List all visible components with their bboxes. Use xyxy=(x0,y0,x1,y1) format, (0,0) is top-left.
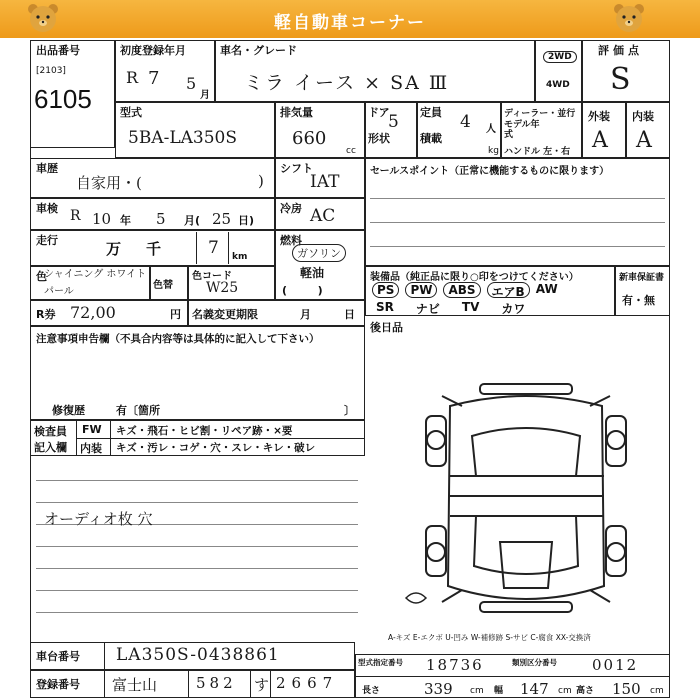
fuel-label: 燃料 xyxy=(280,234,302,247)
rear-items-label: 後日品 xyxy=(370,321,403,334)
mileage-label: 走行 xyxy=(36,234,58,247)
equip-pw: PW xyxy=(405,282,437,298)
page-title: 軽自動車コーナー xyxy=(274,13,426,33)
width-unit: cm xyxy=(558,686,572,696)
recycle-value: 72,00 xyxy=(70,303,116,322)
ac-label: 冷房 xyxy=(280,202,302,215)
divider xyxy=(188,670,189,698)
registration-class: 582 xyxy=(196,674,237,692)
width-label: 幅 xyxy=(494,686,504,696)
history-box xyxy=(30,158,275,198)
length-label: 長さ xyxy=(362,686,381,696)
ruled-line xyxy=(36,546,358,547)
fw-items: キズ・飛石・ヒビ割・リペア跡・×要 xyxy=(116,425,293,437)
notes-label: 注意事項申告欄（不具合内容等は具体的に記入して下さい） xyxy=(36,333,320,345)
color-label: 色 xyxy=(36,270,47,283)
sales-line xyxy=(370,246,665,247)
sales-point-label: セールスポイント（正常に機能するものに限ります） xyxy=(370,166,610,177)
divider xyxy=(355,676,670,677)
transfer-label: 名義変更期限 xyxy=(192,308,258,321)
color-change-label: 色替 xyxy=(153,280,173,291)
rating-value: S xyxy=(610,62,631,97)
int-value: A xyxy=(636,128,652,153)
bear-mascot-icon xyxy=(612,2,646,36)
capacity-value: 4 xyxy=(460,112,471,132)
equip-sr: SR xyxy=(376,300,394,314)
height-label: 高さ xyxy=(576,686,595,696)
category-label: 類別区分番号 xyxy=(512,658,557,667)
equip-leather: カワ xyxy=(501,302,526,316)
inspection-label: 車検 xyxy=(36,202,58,215)
repair-value: 有〔箇所 xyxy=(116,404,160,417)
year-unit: 年 xyxy=(120,214,131,227)
history-close: ) xyxy=(258,172,264,190)
load-unit: kg xyxy=(488,146,499,156)
model-value: ミラ イース × SA Ⅲ xyxy=(244,72,450,94)
inspection-year: 10 xyxy=(92,210,112,228)
shift-label: シフト xyxy=(280,162,313,175)
equip-navi: ナビ xyxy=(415,302,440,316)
km-unit: km xyxy=(232,252,248,262)
ruled-line xyxy=(36,502,358,503)
displacement-value: 660 xyxy=(292,128,327,149)
inspector-label-2: 記入欄 xyxy=(34,441,67,454)
damage-legend: A-キズ E-エクボ U-凹み W-補修跡 S-サビ C-腐食 XX-交換済 xyxy=(388,633,591,642)
handwritten-note: オーディオ枚 穴 xyxy=(44,510,153,528)
inspection-day: 25 xyxy=(212,210,232,228)
color-code-value: W25 xyxy=(206,280,239,296)
equip-airbag: エアB xyxy=(487,282,530,298)
fuel-gasoline: ガソリン xyxy=(292,244,346,262)
shift-value: IAT xyxy=(310,172,340,192)
model-designation-value: 18736 xyxy=(426,656,484,674)
type-value: 5BA-LA350S xyxy=(128,128,237,148)
fw-label: FW xyxy=(82,423,102,436)
inspection-era: R xyxy=(70,208,81,224)
form-label: 形状 xyxy=(368,132,390,145)
interior-items: キズ・汚レ・コゲ・穴・スレ・キレ・破レ xyxy=(116,442,316,454)
chassis-label: 車台番号 xyxy=(36,650,80,663)
repair-label: 修復歴 xyxy=(52,404,85,417)
fuel-diesel: 軽油 xyxy=(300,266,325,280)
color-value: シャイニング ホワイトパール xyxy=(44,269,147,297)
equipment-row-1 xyxy=(372,282,612,298)
capacity-unit: 人 xyxy=(486,124,496,135)
inspection-month: 5 xyxy=(156,210,166,228)
load-label: 積載 xyxy=(420,132,442,145)
transfer-month: 月 xyxy=(300,308,311,321)
length-unit: cm xyxy=(470,686,484,696)
history-value: 自家用・( xyxy=(76,174,142,192)
divider xyxy=(250,670,251,698)
man-unit: 万 xyxy=(106,240,122,258)
day-paren: 日) xyxy=(238,214,255,227)
lot-sub: [2103] xyxy=(36,66,66,76)
equip-tv: TV xyxy=(461,300,480,314)
divider xyxy=(270,670,271,698)
divider xyxy=(228,232,229,264)
displacement-label: 排気量 xyxy=(280,106,313,119)
width-value: 147 xyxy=(520,680,549,698)
height-unit: cm xyxy=(650,686,664,696)
registration-area: 富士山 xyxy=(112,676,158,694)
model-label: 車名・グレード xyxy=(220,44,297,57)
sales-line xyxy=(370,198,665,199)
first-reg-year: 7 xyxy=(148,68,160,89)
divider xyxy=(76,438,365,439)
header-bar xyxy=(0,0,700,38)
color-code-label: 色コード xyxy=(192,271,232,282)
equipment-label: 装備品（純正品に限り○印をつけてください） xyxy=(370,272,579,283)
first-reg-era: R xyxy=(126,68,139,87)
handle-label: ハンドル 左・右 xyxy=(504,147,571,157)
ruled-line xyxy=(36,612,358,613)
registration-label: 登録番号 xyxy=(36,678,80,691)
capacity-label: 定員 xyxy=(420,106,442,119)
sales-line xyxy=(370,222,665,223)
mileage-value: 7 xyxy=(208,238,219,258)
month-paren: 月( xyxy=(184,214,201,227)
equip-ps: PS xyxy=(372,282,399,298)
fuel-other: ( ) xyxy=(282,284,323,297)
lot-label: 出品番号 xyxy=(36,44,80,57)
sen-unit: 千 xyxy=(146,240,162,258)
divider xyxy=(196,232,197,264)
equipment-row-2 xyxy=(376,300,616,316)
registration-kana: す xyxy=(254,676,270,694)
ruled-line xyxy=(36,480,358,481)
ac-value: AC xyxy=(310,206,336,226)
warranty-label: 新車保証書 xyxy=(619,273,665,283)
length-value: 339 xyxy=(424,680,453,698)
cc-unit: cc xyxy=(346,146,356,156)
month-unit: 月 xyxy=(200,90,210,101)
ruled-line xyxy=(36,590,358,591)
recycle-label: R券 xyxy=(36,308,56,321)
history-label: 車歴 xyxy=(36,162,58,175)
yen-unit: 円 xyxy=(170,308,181,321)
ruled-line xyxy=(36,568,358,569)
doors-value: 5 xyxy=(388,112,399,132)
first-reg-month: 5 xyxy=(186,74,197,93)
ext-value: A xyxy=(592,128,608,153)
drive-4wd: 4WD xyxy=(546,80,570,90)
transfer-day: 日 xyxy=(344,308,355,321)
drive-2wd: 2WD xyxy=(543,52,577,62)
height-value: 150 xyxy=(612,680,641,698)
registration-number: 2667 xyxy=(276,674,339,692)
drive-box xyxy=(535,40,582,102)
lot-number: 6105 xyxy=(34,84,92,114)
chassis-value: LA350S-0438861 xyxy=(116,645,280,665)
category-value: 0012 xyxy=(592,656,639,674)
equip-aw: AW xyxy=(535,282,558,296)
first-reg-label: 初度登録年月 xyxy=(120,44,186,57)
dealer-label: ディーラー・並行 xyxy=(504,109,576,119)
equip-abs: ABS xyxy=(443,282,480,298)
rating-label: 評価点 xyxy=(598,44,643,57)
int-label: 内装 xyxy=(632,110,654,123)
warranty-value: 有・無 xyxy=(622,294,655,307)
ext-label: 外装 xyxy=(588,110,610,123)
repair-close: 〕 xyxy=(344,404,355,417)
doors-label: ドア xyxy=(368,106,390,119)
type-label: 型式 xyxy=(120,106,142,119)
interior-label: 内装 xyxy=(80,442,102,455)
model-designation-label: 型式指定番号 xyxy=(358,658,403,667)
model-year-label: モデル年式 xyxy=(504,120,540,140)
inspector-label: 検査員 xyxy=(34,425,67,438)
car-diagram xyxy=(372,376,668,632)
